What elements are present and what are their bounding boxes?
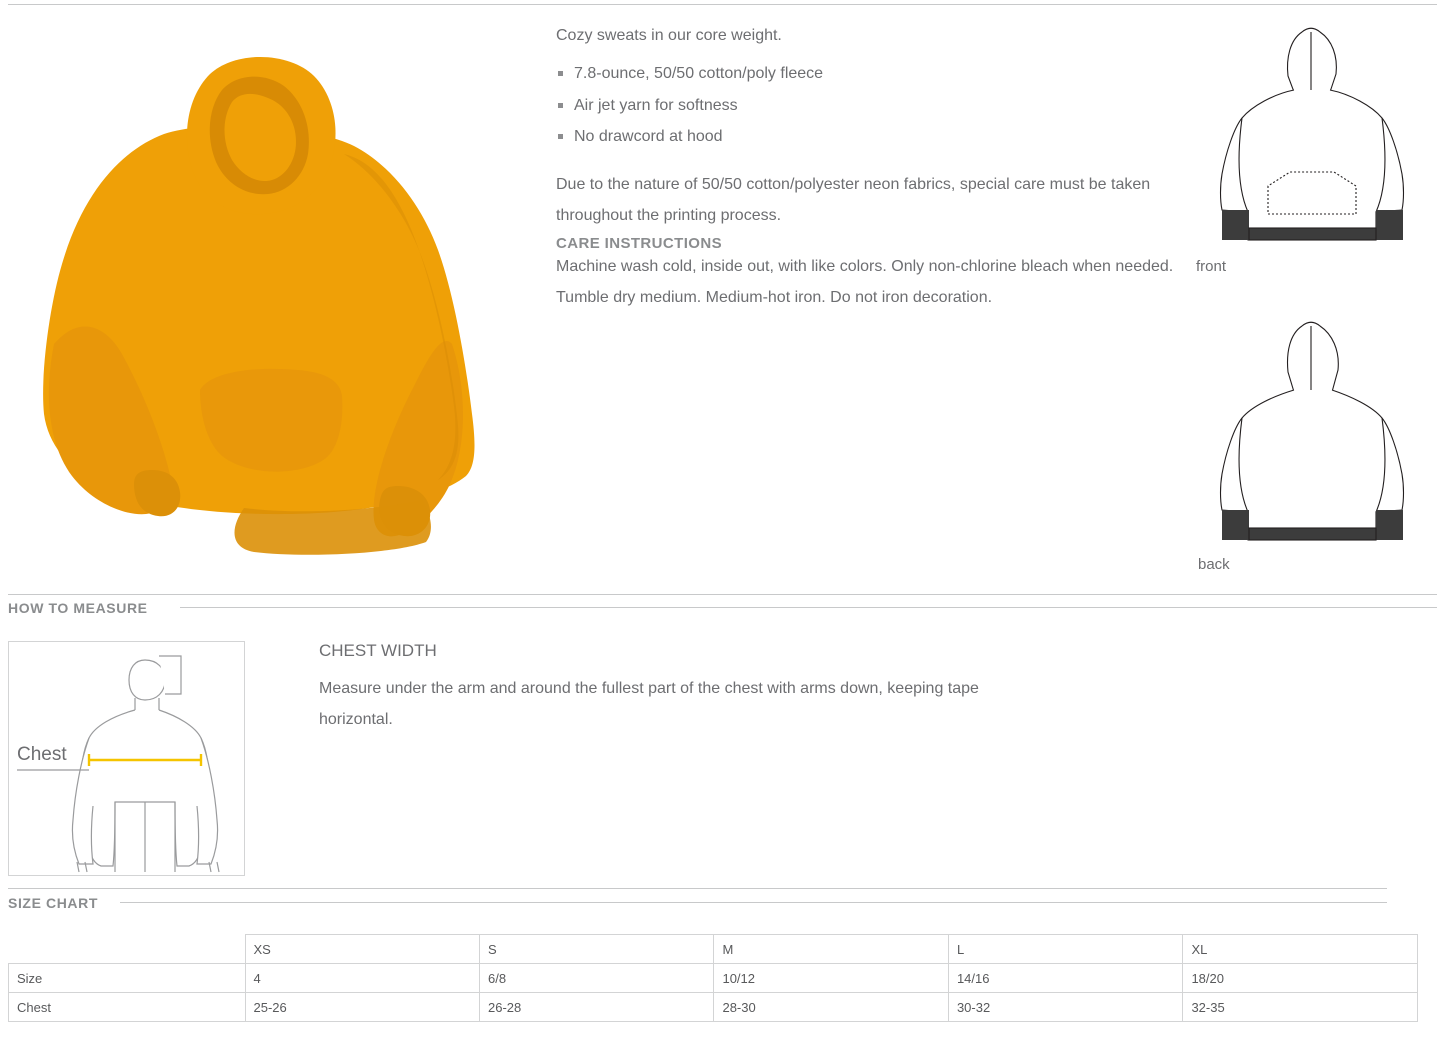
- table-cell: 14/16: [948, 964, 1182, 993]
- table-cell: 25-26: [245, 993, 479, 1022]
- table-cell: 4: [245, 964, 479, 993]
- table-row: [9, 993, 1418, 1022]
- how-to-measure-divider: [8, 594, 1437, 595]
- column-header: L: [948, 935, 1182, 964]
- product-lead: Cozy sweats in our core weight.: [556, 27, 782, 44]
- care-instructions-title: CARE INSTRUCTIONS: [556, 235, 722, 253]
- column-header: S: [479, 935, 713, 964]
- list-item: No drawcord at hood: [556, 126, 1176, 148]
- table-header-row: [9, 935, 1418, 964]
- drawing-caption-front: front: [1196, 258, 1227, 275]
- product-feature-list: [556, 63, 1176, 148]
- table-row: [9, 964, 1418, 993]
- neon-fabric-note: Due to the nature of 50/50 cotton/polyester neon fabrics, special care must be taken throughout the printing process.: [556, 176, 1151, 224]
- list-item: 7.8-ounce, 50/50 cotton/poly fleece: [556, 63, 1176, 85]
- measure-instructions: [319, 641, 1019, 735]
- size-chart-divider: [8, 888, 1387, 889]
- table-cell: 32-35: [1183, 993, 1418, 1022]
- column-header: XS: [245, 935, 479, 964]
- size-chart-table: [8, 934, 1418, 1022]
- hoodie-front-drawing: [1190, 14, 1435, 275]
- measure-body: Measure under the arm and around the fullest part of the chest with arms down, keeping tape horizontal.: [319, 680, 979, 729]
- list-item: Air jet yarn for softness: [556, 95, 1176, 117]
- how-to-measure-title: HOW TO MEASURE: [8, 600, 148, 616]
- row-label: Size: [9, 964, 246, 993]
- chest-measure-diagram-box: [8, 641, 245, 876]
- drawing-caption-back: back: [1198, 556, 1230, 573]
- top-divider: [8, 4, 1437, 5]
- table-corner-cell: [9, 935, 246, 964]
- table-cell: 30-32: [948, 993, 1182, 1022]
- table-cell: 28-30: [714, 993, 948, 1022]
- chest-measure-diagram: [9, 642, 244, 875]
- column-header: XL: [1183, 935, 1418, 964]
- hoodie-front-line-drawing: [1190, 14, 1435, 254]
- care-instructions-text: Machine wash cold, inside out, with like colors. Only non-chlorine bleach when needed. Tumble dry medium. Medium-hot iron. Do not iron decoration.: [556, 258, 1174, 306]
- size-chart-title-rule: [120, 902, 1387, 903]
- table-cell: 18/20: [1183, 964, 1418, 993]
- measure-heading: CHEST WIDTH: [319, 641, 437, 660]
- how-to-measure-title-rule: [180, 607, 1437, 608]
- product-section: [0, 6, 1445, 594]
- table-cell: 6/8: [479, 964, 713, 993]
- size-chart-title: SIZE CHART: [8, 895, 98, 911]
- product-description: [556, 24, 1176, 313]
- hoodie-back-line-drawing: [1190, 312, 1435, 552]
- hoodie-back-drawing: [1190, 312, 1435, 573]
- table-cell: 10/12: [714, 964, 948, 993]
- table-cell: 26-28: [479, 993, 713, 1022]
- chest-diagram-label: Chest: [17, 744, 67, 765]
- product-photo: [14, 14, 494, 574]
- row-label: Chest: [9, 993, 246, 1022]
- line-drawings: [1190, 14, 1435, 573]
- column-header: M: [714, 935, 948, 964]
